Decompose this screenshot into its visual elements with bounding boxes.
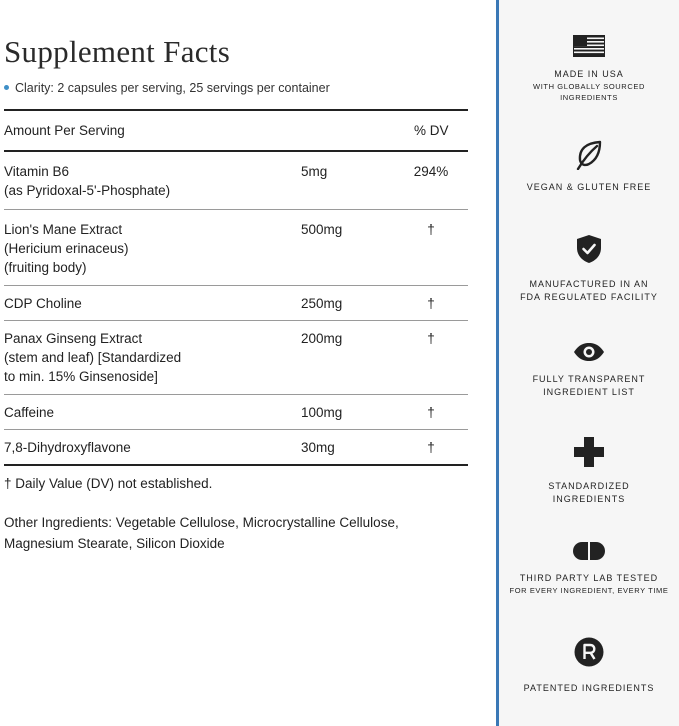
row-divider	[4, 429, 468, 430]
features-panel	[499, 0, 679, 726]
ingredient-name: Caffeine	[4, 405, 55, 420]
feature-title: VEGAN & GLUTEN FREE	[526, 182, 652, 192]
leaf-icon	[576, 140, 602, 170]
ingredient-dv: †	[427, 440, 435, 455]
ingredient-dv: †	[427, 405, 435, 420]
ingredient-name: Lion's Mane Extract (Hericium erinaceus) (fruiting body)	[4, 222, 129, 275]
ingredient-name: Panax Ginseng Extract (stem and leaf) [Standardized to min. 15% Ginsenoside]	[4, 331, 182, 384]
serving-text: Clarity: 2 capsules per serving, 25 servings per container	[15, 81, 330, 95]
capsule-icon	[573, 542, 605, 560]
ingredient-name: 7,8-Dihydroxyflavone	[4, 440, 131, 455]
ingredient-dv: †	[427, 222, 435, 237]
feature-subtitle: WITH GLOBALLY SOURCED	[533, 82, 645, 91]
feature-title: FULLY TRANSPARENT	[532, 374, 646, 384]
ingredient-name: CDP Choline	[4, 296, 82, 311]
us-flag-icon	[573, 35, 605, 57]
ingredient-amount: 250mg	[301, 296, 343, 311]
feature-title: STANDARDIZED	[548, 481, 630, 491]
feature-title: INGREDIENT LIST	[543, 387, 635, 397]
feature-title: MADE IN USA	[554, 69, 624, 79]
ingredient-dv: †	[427, 296, 435, 311]
page-title: Supplement Facts	[4, 34, 231, 69]
divider-thick	[4, 150, 468, 152]
row-divider	[4, 285, 468, 286]
divider-thick	[4, 464, 468, 466]
feature-title: MANUFACTURED IN AN	[529, 279, 649, 289]
serving-info	[4, 81, 330, 95]
ingredient-amount: 100mg	[301, 405, 343, 420]
feature-subtitle: INGREDIENTS	[560, 93, 618, 102]
amount-header: Amount Per Serving	[4, 123, 125, 138]
shield-check-icon	[576, 234, 602, 264]
row-divider	[4, 320, 468, 321]
plus-icon	[574, 437, 604, 467]
registered-icon	[574, 637, 604, 667]
dv-header: % DV	[414, 123, 449, 138]
divider-thick	[4, 109, 468, 111]
feature-title: THIRD PARTY LAB TESTED	[519, 573, 659, 583]
row-divider	[4, 394, 468, 395]
feature-title: FDA REGULATED FACILITY	[520, 292, 658, 302]
ingredient-amount: 30mg	[301, 440, 335, 455]
ingredient-name: Vitamin B6 (as Pyridoxal-5'-Phosphate)	[4, 164, 171, 198]
ingredient-amount: 500mg	[301, 222, 343, 237]
ingredient-amount: 5mg	[301, 164, 328, 179]
eye-icon	[573, 342, 605, 362]
other-ingredients: Other Ingredients: Vegetable Cellulose, Microcrystalline Cellulose, Magnesium Stearate, Silicon Dioxide	[4, 515, 399, 551]
feature-subtitle: FOR EVERY INGREDIENT, EVERY TIME	[509, 586, 669, 595]
ingredient-dv: †	[427, 331, 435, 346]
dv-footnote: † Daily Value (DV) not established.	[4, 476, 213, 491]
ingredient-amount: 200mg	[301, 331, 343, 346]
ingredient-dv: 294%	[413, 164, 449, 179]
row-divider	[4, 209, 468, 210]
feature-title: PATENTED INGREDIENTS	[523, 683, 655, 693]
bullet-icon	[4, 85, 9, 90]
feature-title: INGREDIENTS	[552, 494, 626, 504]
